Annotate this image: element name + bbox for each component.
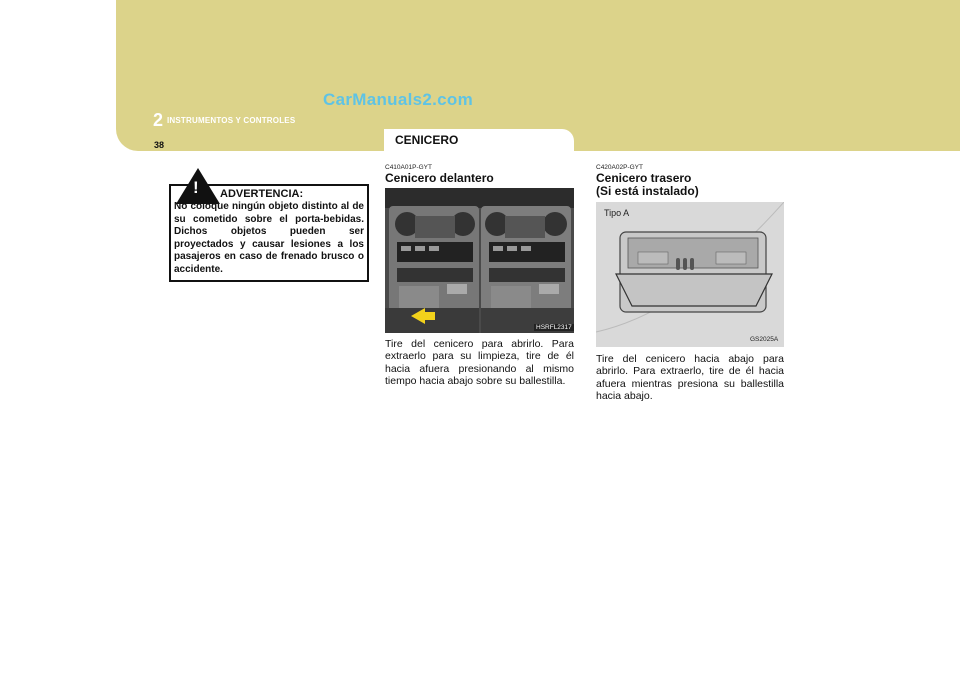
front-heading: Cenicero delantero	[385, 171, 494, 185]
chapter-title: INSTRUMENTOS Y CONTROLES	[167, 116, 296, 125]
page-number: 38	[154, 140, 165, 150]
front-ref-code: C410A01P-GYT	[385, 164, 432, 171]
type-label: Tipo A	[604, 208, 630, 218]
header-band	[116, 0, 960, 129]
section-title: CENICERO	[395, 133, 459, 147]
rear-ref-code: C420A02P-GYT	[596, 164, 643, 171]
warning-exclamation: !	[193, 178, 199, 197]
dashboard-illustration	[385, 188, 574, 333]
page-number-tab	[116, 129, 178, 151]
rear-ashtray-diagram	[596, 202, 784, 347]
front-body-text: Tire del cenicero para abrirlo. Para extraerlo para su limpieza, tire de él hacia afuera presionando al mismo tiempo hacia abajo sobre su ballestilla.	[385, 338, 574, 388]
rear-body-text: Tire del cenicero hacia abajo para abrirlo. Para extraerlo, tire de él hacia afuera mientras presiona su ballestilla hacia abajo.	[596, 353, 784, 403]
watermark-link[interactable]: CarManuals2.com	[323, 90, 473, 109]
dashboard-photo	[385, 188, 574, 333]
rear-ashtray-illustration	[596, 202, 784, 347]
rear-heading-line2: (Si está instalado)	[596, 184, 699, 198]
chapter-number: 2	[153, 110, 164, 130]
rear-image-code: GS2025A	[750, 336, 779, 343]
warning-title: ADVERTENCIA:	[220, 188, 304, 200]
warning-text: No coloque ningún objeto distinto al de su cometido sobre el porta-bebidas. Dichos objetos pueden ser proyectados y causar lesiones a los pasajeros en caso de frenado brusco o accidente.	[174, 201, 364, 275]
front-image-code: HSRFL2317	[536, 324, 572, 331]
rear-heading-line1: Cenicero trasero	[596, 171, 692, 185]
